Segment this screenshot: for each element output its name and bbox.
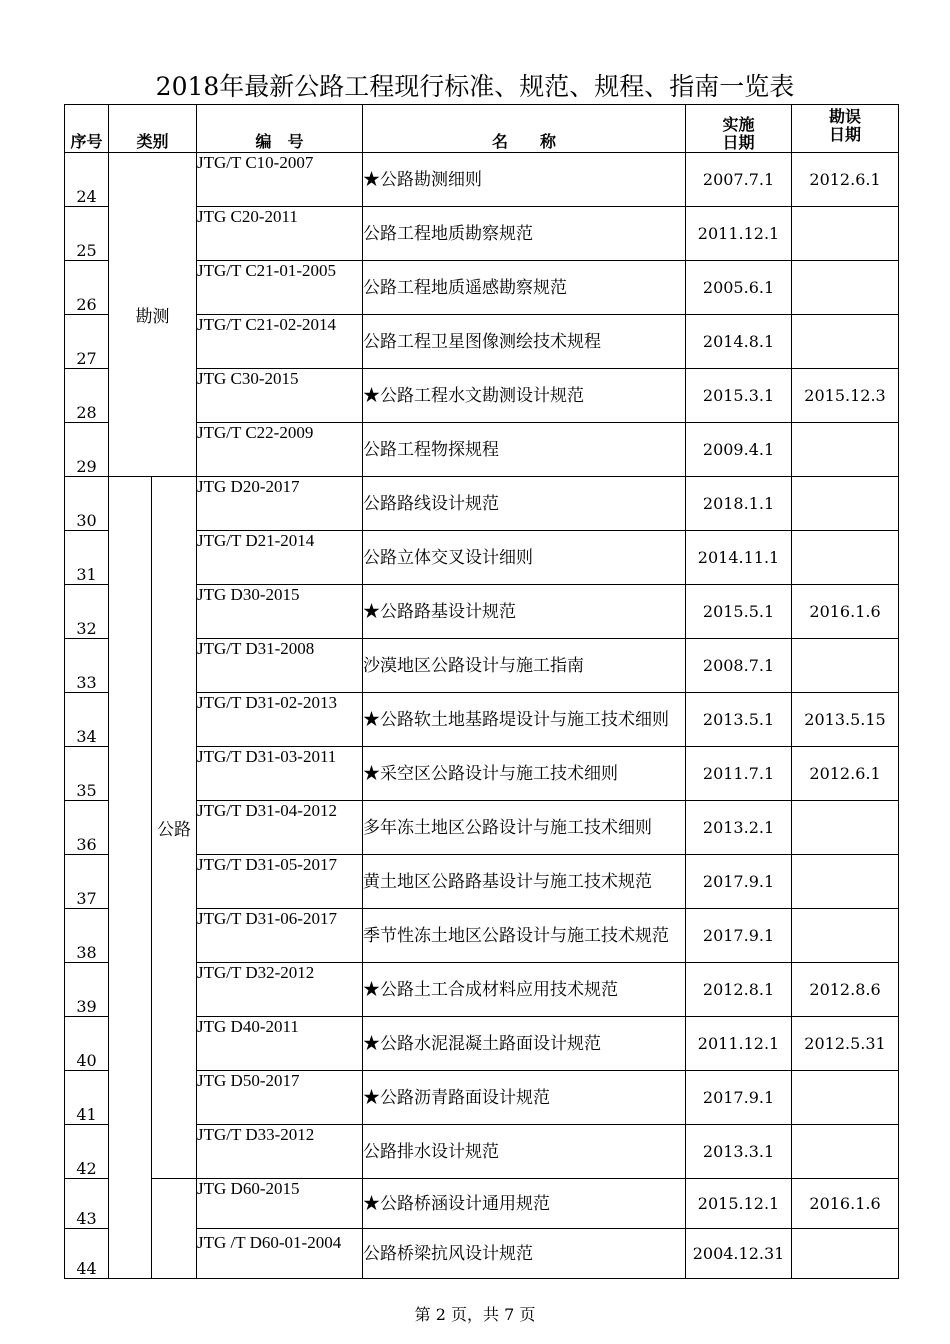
impl-date-header-line1: 实施 (722, 115, 755, 134)
row-name: 公路桥梁抗风设计规范 (363, 1229, 686, 1279)
category-bridge (152, 1179, 197, 1279)
row-code: JTG/T D31-02-2013 (197, 693, 363, 747)
row-seq: 42 (65, 1125, 109, 1179)
row-code: JTG D50-2017 (197, 1071, 363, 1125)
seq-header: 序号 (65, 105, 109, 153)
row-seq: 40 (65, 1017, 109, 1071)
row-name: 公路排水设计规范 (363, 1125, 686, 1179)
row-seq: 31 (65, 531, 109, 585)
row-code: JTG C30-2015 (197, 369, 363, 423)
row-err-date: 2016.1.6 (792, 585, 899, 639)
row-err-date: 2012.8.6 (792, 963, 899, 1017)
row-err-date (792, 531, 899, 585)
row-err-date: 2013.5.15 (792, 693, 899, 747)
row-err-date (792, 909, 899, 963)
row-impl-date: 2017.9.1 (686, 855, 792, 909)
row-err-date (792, 261, 899, 315)
row-name: 公路工程地质遥感勘察规范 (363, 261, 686, 315)
row-seq: 24 (65, 153, 109, 207)
row-impl-date: 2013.2.1 (686, 801, 792, 855)
row-seq: 33 (65, 639, 109, 693)
row-err-date (792, 315, 899, 369)
row-impl-date: 2004.12.31 (686, 1229, 792, 1279)
page-title: 2018年最新公路工程现行标准、规范、规程、指南一览表 (155, 72, 795, 101)
row-err-date (792, 423, 899, 477)
row-name: ★公路工程水文勘测设计规范 (363, 369, 686, 423)
table-row (65, 477, 899, 531)
err-date-header-line2: 日期 (829, 125, 862, 144)
row-name: ★公路勘测细则 (363, 153, 686, 207)
row-code: JTG/T C21-01-2005 (197, 261, 363, 315)
row-name: 多年冻土地区公路设计与施工技术细则 (363, 801, 686, 855)
row-err-date (792, 1229, 899, 1279)
row-err-date: 2015.12.3 (792, 369, 899, 423)
row-impl-date: 2009.4.1 (686, 423, 792, 477)
row-impl-date: 2005.6.1 (686, 261, 792, 315)
row-impl-date: 2011.12.1 (686, 1017, 792, 1071)
row-impl-date: 2014.11.1 (686, 531, 792, 585)
row-impl-date: 2008.7.1 (686, 639, 792, 693)
row-seq: 34 (65, 693, 109, 747)
row-code: JTG/T D31-2008 (197, 639, 363, 693)
row-err-date: 2016.1.6 (792, 1179, 899, 1229)
row-code: JTG D20-2017 (197, 477, 363, 531)
row-impl-date: 2014.8.1 (686, 315, 792, 369)
row-seq: 36 (65, 801, 109, 855)
row-impl-date: 2012.8.1 (686, 963, 792, 1017)
row-impl-date: 2015.5.1 (686, 585, 792, 639)
row-err-date (792, 207, 899, 261)
row-err-date (792, 477, 899, 531)
category-road: 公路 (152, 477, 197, 1179)
row-impl-date: 2007.7.1 (686, 153, 792, 207)
row-name: ★公路路基设计规范 (363, 585, 686, 639)
row-impl-date: 2013.3.1 (686, 1125, 792, 1179)
row-seq: 25 (65, 207, 109, 261)
row-err-date (792, 639, 899, 693)
row-code: JTG/T D31-05-2017 (197, 855, 363, 909)
row-seq: 28 (65, 369, 109, 423)
row-seq: 27 (65, 315, 109, 369)
category-survey: 勘测 (109, 153, 197, 477)
row-name: 公路工程地质勘察规范 (363, 207, 686, 261)
category-blank-left (109, 477, 152, 1279)
row-code: JTG/T D31-04-2012 (197, 801, 363, 855)
row-seq: 30 (65, 477, 109, 531)
row-name: 沙漠地区公路设计与施工指南 (363, 639, 686, 693)
row-code: JTG /T D60-01-2004 (197, 1229, 363, 1279)
row-code: JTG C20-2011 (197, 207, 363, 261)
row-code: JTG D60-2015 (197, 1179, 363, 1229)
row-impl-date: 2011.7.1 (686, 747, 792, 801)
row-name: 公路工程物探规程 (363, 423, 686, 477)
row-code: JTG/T D31-03-2011 (197, 747, 363, 801)
row-code: JTG/T D31-06-2017 (197, 909, 363, 963)
row-code: JTG/T C21-02-2014 (197, 315, 363, 369)
row-impl-date: 2017.9.1 (686, 1071, 792, 1125)
row-name: ★公路沥青路面设计规范 (363, 1071, 686, 1125)
row-seq: 29 (65, 423, 109, 477)
row-code: JTG/T D21-2014 (197, 531, 363, 585)
header-row (65, 105, 899, 153)
row-seq: 26 (65, 261, 109, 315)
row-seq: 35 (65, 747, 109, 801)
row-code: JTG D40-2011 (197, 1017, 363, 1071)
row-err-date: 2012.6.1 (792, 153, 899, 207)
row-err-date: 2012.6.1 (792, 747, 899, 801)
row-err-date (792, 855, 899, 909)
row-name: 公路立体交叉设计细则 (363, 531, 686, 585)
row-impl-date: 2015.12.1 (686, 1179, 792, 1229)
row-seq: 44 (65, 1229, 109, 1279)
row-impl-date: 2011.12.1 (686, 207, 792, 261)
code-header: 编 号 (197, 105, 363, 153)
table-row (65, 1179, 899, 1229)
row-name: 黄土地区公路路基设计与施工技术规范 (363, 855, 686, 909)
row-name: 季节性冻土地区公路设计与施工技术规范 (363, 909, 686, 963)
row-name: ★公路水泥混凝土路面设计规范 (363, 1017, 686, 1071)
row-seq: 39 (65, 963, 109, 1017)
row-err-date (792, 801, 899, 855)
row-code: JTG/T C22-2009 (197, 423, 363, 477)
row-seq: 32 (65, 585, 109, 639)
err-date-header-line1: 勘误 (829, 107, 862, 126)
row-impl-date: 2018.1.1 (686, 477, 792, 531)
table-row (65, 153, 899, 207)
row-seq: 37 (65, 855, 109, 909)
row-code: JTG D30-2015 (197, 585, 363, 639)
row-seq: 41 (65, 1071, 109, 1125)
row-name: ★公路桥涵设计通用规范 (363, 1179, 686, 1229)
row-seq: 38 (65, 909, 109, 963)
row-err-date: 2012.5.31 (792, 1017, 899, 1071)
row-impl-date: 2013.5.1 (686, 693, 792, 747)
row-err-date (792, 1071, 899, 1125)
impl-date-header-line2: 日期 (722, 133, 755, 152)
row-err-date (792, 1125, 899, 1179)
page-footer: 第 2 页，共 7 页 (414, 1305, 536, 1324)
row-name: 公路路线设计规范 (363, 477, 686, 531)
err-date-header (792, 105, 899, 153)
row-impl-date: 2015.3.1 (686, 369, 792, 423)
row-name: ★公路软土地基路堤设计与施工技术细则 (363, 693, 686, 747)
impl-date-header (686, 105, 792, 153)
category-header: 类别 (109, 105, 197, 153)
name-header: 名 称 (363, 105, 686, 153)
row-code: JTG/T C10-2007 (197, 153, 363, 207)
standards-table (64, 104, 899, 1279)
row-name: ★公路土工合成材料应用技术规范 (363, 963, 686, 1017)
row-code: JTG/T D32-2012 (197, 963, 363, 1017)
row-name: ★采空区公路设计与施工技术细则 (363, 747, 686, 801)
row-code: JTG/T D33-2012 (197, 1125, 363, 1179)
row-seq: 43 (65, 1179, 109, 1229)
row-impl-date: 2017.9.1 (686, 909, 792, 963)
row-name: 公路工程卫星图像测绘技术规程 (363, 315, 686, 369)
